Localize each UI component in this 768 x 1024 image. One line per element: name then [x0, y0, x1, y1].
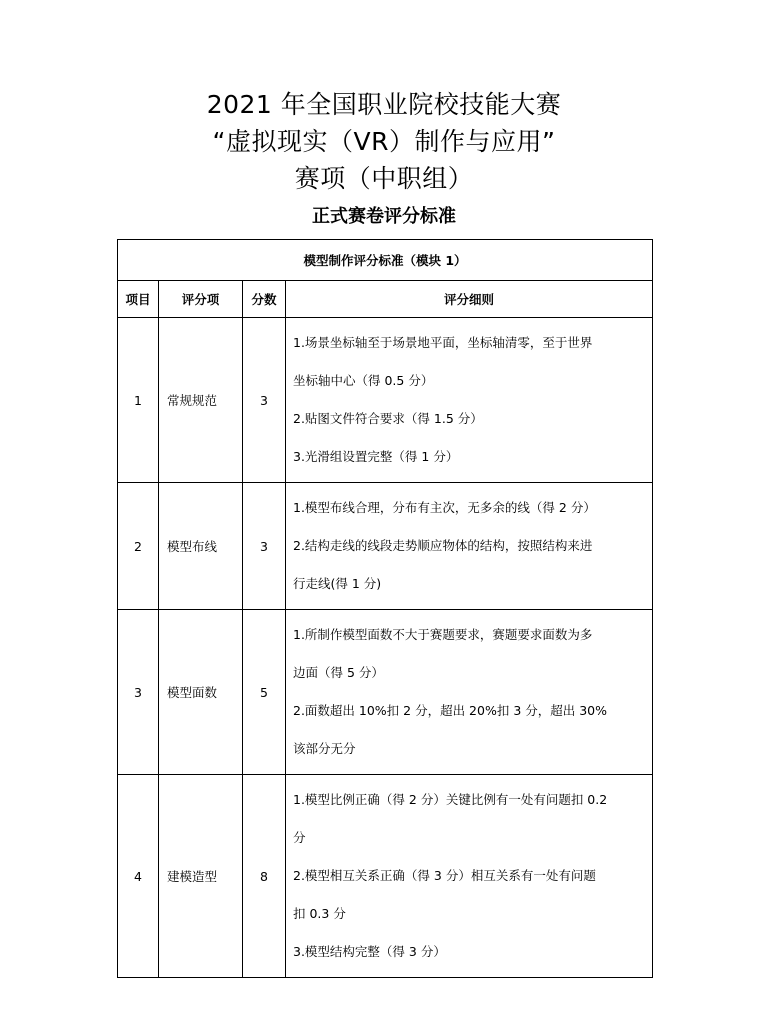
row-item: 常规规范: [159, 318, 243, 483]
row-score: 8: [243, 775, 286, 978]
detail-line: 1.所制作模型面数不大于赛题要求，赛题要求面数为多: [293, 627, 593, 642]
grading-table: [117, 239, 653, 978]
header-score: 分数: [243, 281, 286, 318]
table-row: [118, 483, 653, 610]
table-row: [118, 318, 653, 483]
title-line-1: 2021 年全国职业院校技能大赛: [206, 90, 562, 119]
detail-line: 3.光滑组设置完整（得 1 分）: [293, 449, 459, 464]
row-item: 建模造型: [159, 775, 243, 978]
title-line-2: “虚拟现实（VR）制作与应用”: [212, 127, 556, 156]
detail-line: 该部分无分: [293, 741, 356, 756]
table-row: [118, 610, 653, 775]
detail-line: 2.面数超出 10%扣 2 分，超出 20%扣 3 分，超出 30%: [293, 703, 607, 718]
detail-line: 分: [293, 830, 306, 845]
document-subtitle: 正式赛卷评分标准: [312, 206, 456, 227]
detail-line: 2.结构走线的线段走势顺应物体的结构，按照结构来进: [293, 538, 593, 553]
row-item: 模型布线: [159, 483, 243, 610]
row-score: 5: [243, 610, 286, 775]
table-header-row: [118, 281, 653, 318]
row-item: 模型面数: [159, 610, 243, 775]
row-details: [286, 610, 653, 775]
detail-line: 1.模型布线合理，分布有主次，无多余的线（得 2 分）: [293, 500, 596, 515]
header-item: 评分项: [159, 281, 243, 318]
row-number: 3: [118, 610, 159, 775]
row-score: 3: [243, 318, 286, 483]
table-caption-row: [118, 240, 653, 281]
document-title: [0, 86, 768, 197]
table-row: [118, 775, 653, 978]
detail-line: 2.模型相互关系正确（得 3 分）相互关系有一处有问题: [293, 868, 596, 883]
row-number: 2: [118, 483, 159, 610]
detail-line: 1.场景坐标轴至于场景地平面，坐标轴清零，至于世界: [293, 335, 593, 350]
row-number: 4: [118, 775, 159, 978]
row-number: 1: [118, 318, 159, 483]
table-caption: 模型制作评分标准（模块 1）: [118, 240, 653, 281]
detail-line: 2.贴图文件符合要求（得 1.5 分）: [293, 411, 483, 426]
detail-line: 坐标轴中心（得 0.5 分）: [293, 373, 434, 388]
row-details: [286, 775, 653, 978]
title-line-3: 赛项（中职组）: [294, 164, 474, 193]
header-details: 评分细则: [286, 281, 653, 318]
detail-line: 扣 0.3 分: [293, 906, 346, 921]
row-details: [286, 318, 653, 483]
header-project: 项目: [118, 281, 159, 318]
row-details: [286, 483, 653, 610]
detail-line: 3.模型结构完整（得 3 分）: [293, 944, 446, 959]
detail-line: 边面（得 5 分）: [293, 665, 384, 680]
detail-line: 行走线(得 1 分): [293, 576, 382, 591]
detail-line: 1.模型比例正确（得 2 分）关键比例有一处有问题扣 0.2: [293, 792, 608, 807]
row-score: 3: [243, 483, 286, 610]
